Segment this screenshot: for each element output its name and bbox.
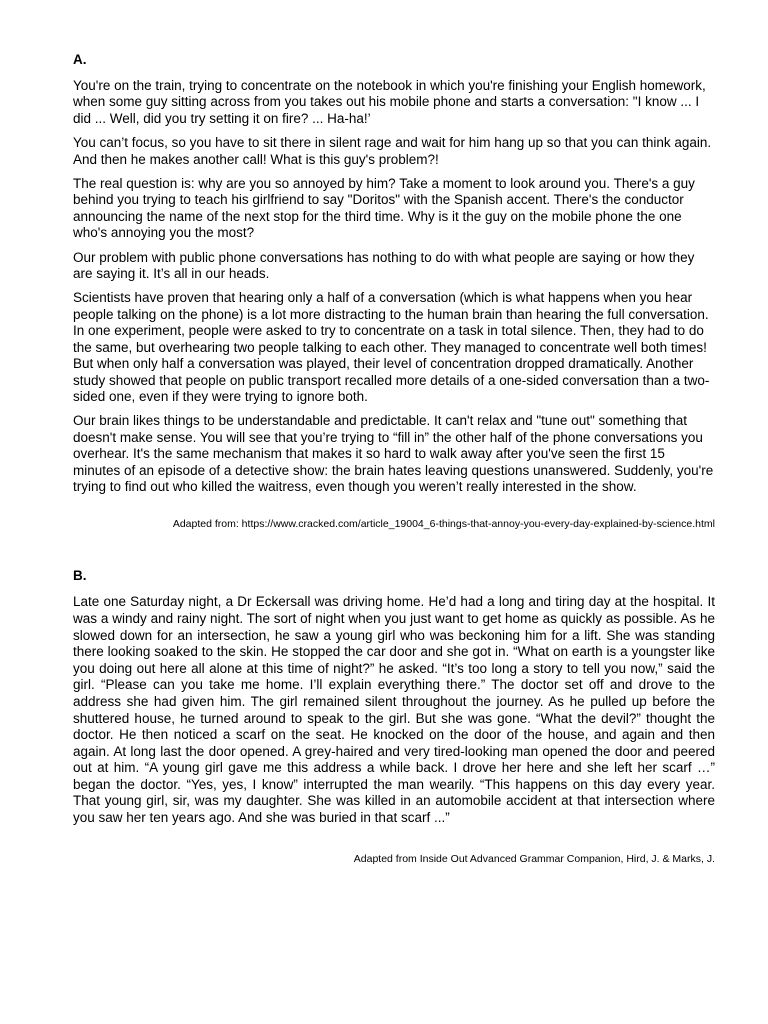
section-a-paragraph-5: Scientists have proven that hearing only a half of a conversation (which is what happens when you hear people talking on the phone) is a lot more distracting to the human brain than hearing the full conversation. In one experiment, people were asked to try to concentrate on a task in total silence. Then, they had to do the same, but overhearing two people talking to each other. They managed to concentrate well both times! But when only half a conversation was played, their level of concentration dropped dramatically. Another study showed that people on public transport recalled more details of a one-sided conversation than a two-sided one, even if they were trying to ignore both. (73, 290, 710, 404)
section-a-paragraph-2: You can’t focus, so you have to sit there in silent rage and wait for him hang up so that you can think again. And then he makes another call! What is this guy's problem?! (73, 135, 712, 167)
section-a-paragraph-1: You're on the train, trying to concentrate on the notebook in which you're finishing your English homework, when some guy sitting across from you takes out his mobile phone and starts a conversation: "I know ... I did ... Well, did you try setting it on fire? ... Ha-ha!’ (73, 78, 706, 126)
section-a-paragraph-4: Our problem with public phone conversations has nothing to do with what people are saying or how they are saying it. It’s all in our heads. (73, 249, 695, 282)
document-page (73, 52, 715, 866)
section-a-source: Adapted from: https://www.cracked.com/article_19004_6-things-that-annoy-you-every-day-explained-by-science.html (172, 518, 715, 531)
section-a-heading: A. (73, 52, 87, 67)
section-a-paragraph-3: The real question is: why are you so annoyed by him? Take a moment to look around you. There's a guy behind you trying to teach his girlfriend to say "Doritos" with the Spanish accent. There's the conductor announcing the name of the next stop for the third time. Why is it the guy on the mobile phone the one who's annoying you the most? (73, 176, 695, 241)
section-a-paragraph-6: Our brain likes things to be understandable and predictable. It can't relax and "tune out" something that doesn't make sense. You will see that you’re trying to “fill in” the other half of the phone conversations you overhear. It's the same mechanism that makes it so hard to walk away after you've seen the first 15 minutes of an episode of a detective show: the brain hates leaving questions unanswered. Suddenly, you're trying to find out who killed the waitress, even though you weren’t really interested in the show. (73, 413, 714, 494)
section-b-source: Adapted from Inside Out Advanced Grammar Companion, Hird, J. & Marks, J. (353, 852, 715, 865)
section-b-heading: B. (73, 568, 87, 584)
section-b-paragraph-1: Late one Saturday night, a Dr Eckersall was driving home. He’d had a long and tiring day at the hospital. It was a windy and rainy night. The sort of night when you just want to get home as quickly as possible. As he slowed down for an intersection, he saw a young girl who was beckoning him for a lift. She was standing there looking soaked to the skin. He stopped the car door and she got in. “What on earth is a youngster like you doing out here all alone at this time of night?” he asked. “It’s too long a story to tell you now,” said the girl. “Please can you take me home. I’ll explain everything there.” The doctor set off and drove to the address she had given him. The girl remained silent throughout the journey. As he pulled up before the shuttered house, he turned around to speak to the girl. But she was gone. “What the devil?” thought the doctor. He then noticed a scarf on the seat. He knocked on the door of the house, and again and then again. At long last the door opened. A grey-haired and very tired-looking man opened the door and peered out at him. “A young girl gave me this address a while back. I drove her here and she left her scarf …” began the doctor. “Yes, yes, I know” interrupted the man wearily. “This happens on this day every year. That young girl, sir, was my daughter. She was killed in an automobile accident at that intersection where you saw her ten years ago. And she was buried in that scarf ...” (73, 594, 715, 826)
section-b (73, 568, 715, 865)
section-a (73, 52, 715, 531)
